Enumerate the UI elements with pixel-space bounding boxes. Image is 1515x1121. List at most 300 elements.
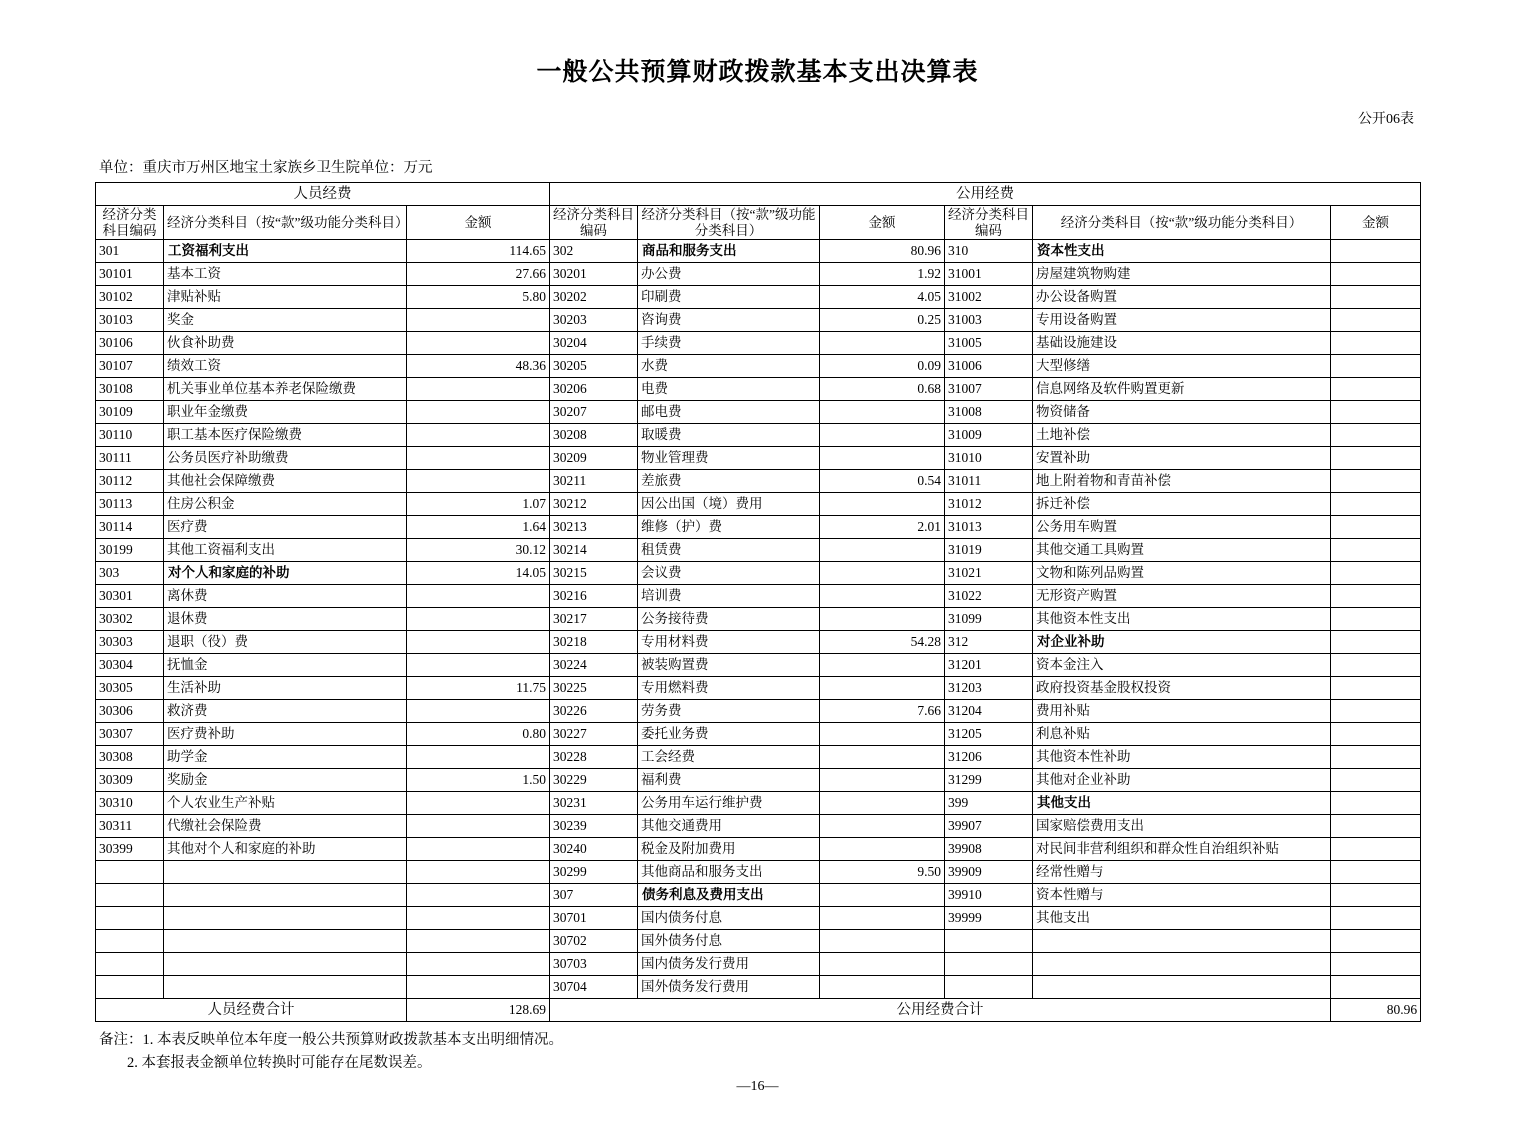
cell-amount-personnel bbox=[407, 953, 550, 976]
cell-amount-personnel: 1.64 bbox=[407, 516, 550, 539]
table-row bbox=[96, 424, 1421, 447]
cell-amount-personnel bbox=[407, 907, 550, 930]
cell-name-capital: 物资储备 bbox=[1033, 401, 1331, 424]
cell-code-capital: 39909 bbox=[945, 861, 1033, 884]
column-header-amount-3: 金额 bbox=[1331, 206, 1421, 240]
cell-code-goods: 30201 bbox=[550, 263, 638, 286]
cell-amount-goods: 0.68 bbox=[820, 378, 945, 401]
cell-amount-personnel: 11.75 bbox=[407, 677, 550, 700]
cell-name-capital: 公务用车购置 bbox=[1033, 516, 1331, 539]
cell-code-goods: 30224 bbox=[550, 654, 638, 677]
cell-code-goods: 30704 bbox=[550, 976, 638, 999]
cell-amount-personnel bbox=[407, 585, 550, 608]
cell-amount-goods: 80.96 bbox=[820, 240, 945, 263]
cell-name-capital: 费用补贴 bbox=[1033, 700, 1331, 723]
table-body bbox=[96, 240, 1421, 999]
table-row bbox=[96, 516, 1421, 539]
cell-code-personnel: 30304 bbox=[96, 654, 164, 677]
table-row bbox=[96, 539, 1421, 562]
cell-name-personnel: 抚恤金 bbox=[164, 654, 407, 677]
cell-amount-capital bbox=[1331, 286, 1421, 309]
cell-code-goods: 30227 bbox=[550, 723, 638, 746]
cell-name-capital: 安置补助 bbox=[1033, 447, 1331, 470]
cell-name-goods: 物业管理费 bbox=[638, 447, 820, 470]
cell-code-personnel: 30305 bbox=[96, 677, 164, 700]
cell-amount-capital bbox=[1331, 723, 1421, 746]
cell-amount-personnel bbox=[407, 608, 550, 631]
table-row bbox=[96, 930, 1421, 953]
cell-name-goods: 税金及附加费用 bbox=[638, 838, 820, 861]
cell-name-goods: 公务接待费 bbox=[638, 608, 820, 631]
cell-name-personnel bbox=[164, 930, 407, 953]
cell-amount-goods bbox=[820, 424, 945, 447]
cell-amount-goods bbox=[820, 907, 945, 930]
cell-amount-goods bbox=[820, 769, 945, 792]
cell-name-personnel: 职工基本医疗保险缴费 bbox=[164, 424, 407, 447]
cell-code-capital: 31002 bbox=[945, 286, 1033, 309]
cell-amount-personnel bbox=[407, 401, 550, 424]
cell-amount-goods bbox=[820, 585, 945, 608]
cell-code-goods: 30226 bbox=[550, 700, 638, 723]
cell-code-personnel: 30199 bbox=[96, 539, 164, 562]
cell-code-capital: 39910 bbox=[945, 884, 1033, 907]
cell-amount-personnel bbox=[407, 470, 550, 493]
cell-code-goods: 307 bbox=[550, 884, 638, 907]
table-row bbox=[96, 838, 1421, 861]
cell-name-personnel: 奖励金 bbox=[164, 769, 407, 792]
cell-name-personnel: 其他社会保障缴费 bbox=[164, 470, 407, 493]
cell-name-goods: 租赁费 bbox=[638, 539, 820, 562]
total-value-public: 80.96 bbox=[1331, 999, 1421, 1022]
cell-code-personnel: 30310 bbox=[96, 792, 164, 815]
cell-name-goods: 邮电费 bbox=[638, 401, 820, 424]
table-row bbox=[96, 815, 1421, 838]
cell-name-capital: 资本性赠与 bbox=[1033, 884, 1331, 907]
cell-name-capital: 文物和陈列品购置 bbox=[1033, 562, 1331, 585]
cell-amount-personnel: 1.50 bbox=[407, 769, 550, 792]
cell-amount-personnel bbox=[407, 700, 550, 723]
cell-code-goods: 30228 bbox=[550, 746, 638, 769]
table-row bbox=[96, 792, 1421, 815]
cell-amount-personnel: 27.66 bbox=[407, 263, 550, 286]
cell-amount-capital bbox=[1331, 562, 1421, 585]
cell-name-goods: 会议费 bbox=[638, 562, 820, 585]
cell-name-goods: 国外债务付息 bbox=[638, 930, 820, 953]
cell-name-capital: 专用设备购置 bbox=[1033, 309, 1331, 332]
group-header-public: 公用经费 bbox=[550, 183, 1421, 206]
cell-name-capital: 资本金注入 bbox=[1033, 654, 1331, 677]
cell-code-personnel: 303 bbox=[96, 562, 164, 585]
cell-amount-personnel bbox=[407, 424, 550, 447]
cell-name-personnel bbox=[164, 884, 407, 907]
table-row bbox=[96, 585, 1421, 608]
cell-name-personnel: 助学金 bbox=[164, 746, 407, 769]
cell-code-capital: 31201 bbox=[945, 654, 1033, 677]
cell-name-capital bbox=[1033, 953, 1331, 976]
cell-name-goods: 培训费 bbox=[638, 585, 820, 608]
cell-name-capital: 国家赔偿费用支出 bbox=[1033, 815, 1331, 838]
cell-name-goods: 差旅费 bbox=[638, 470, 820, 493]
cell-name-goods: 被装购置费 bbox=[638, 654, 820, 677]
cell-code-goods: 30299 bbox=[550, 861, 638, 884]
cell-amount-capital bbox=[1331, 263, 1421, 286]
cell-name-goods: 维修（护）费 bbox=[638, 516, 820, 539]
cell-name-capital: 土地补偿 bbox=[1033, 424, 1331, 447]
cell-amount-personnel bbox=[407, 654, 550, 677]
cell-amount-goods bbox=[820, 746, 945, 769]
cell-name-capital: 办公设备购置 bbox=[1033, 286, 1331, 309]
cell-code-capital: 31013 bbox=[945, 516, 1033, 539]
column-header-code-2: 经济分类科目编码 bbox=[550, 206, 638, 240]
note-line-2: 2. 本套报表金额单位转换时可能存在尾数误差。 bbox=[127, 1054, 432, 1071]
cell-amount-goods bbox=[820, 539, 945, 562]
cell-code-capital: 39908 bbox=[945, 838, 1033, 861]
cell-name-goods: 其他商品和服务支出 bbox=[638, 861, 820, 884]
cell-name-capital: 其他资本性支出 bbox=[1033, 608, 1331, 631]
table-total-row bbox=[96, 999, 1421, 1022]
cell-name-goods: 劳务费 bbox=[638, 700, 820, 723]
group-header-personnel: 人员经费 bbox=[96, 183, 550, 206]
cell-name-personnel bbox=[164, 953, 407, 976]
cell-name-personnel: 代缴社会保险费 bbox=[164, 815, 407, 838]
cell-code-capital: 31001 bbox=[945, 263, 1033, 286]
cell-code-goods: 30217 bbox=[550, 608, 638, 631]
cell-amount-goods: 54.28 bbox=[820, 631, 945, 654]
cell-name-goods: 电费 bbox=[638, 378, 820, 401]
cell-code-capital: 31003 bbox=[945, 309, 1033, 332]
cell-name-goods: 其他交通费用 bbox=[638, 815, 820, 838]
table-row bbox=[96, 608, 1421, 631]
cell-code-goods: 30203 bbox=[550, 309, 638, 332]
table-row bbox=[96, 447, 1421, 470]
table-row bbox=[96, 700, 1421, 723]
table-column-header-row bbox=[96, 206, 1421, 240]
cell-amount-capital bbox=[1331, 608, 1421, 631]
table-row bbox=[96, 677, 1421, 700]
cell-code-personnel: 30301 bbox=[96, 585, 164, 608]
cell-amount-personnel: 48.36 bbox=[407, 355, 550, 378]
cell-code-personnel: 30102 bbox=[96, 286, 164, 309]
cell-amount-capital bbox=[1331, 585, 1421, 608]
cell-amount-capital bbox=[1331, 746, 1421, 769]
cell-name-personnel: 机关事业单位基本养老保险缴费 bbox=[164, 378, 407, 401]
page-number: —16— bbox=[736, 1079, 779, 1094]
table-row bbox=[96, 953, 1421, 976]
column-header-code-3: 经济分类科目编码 bbox=[945, 206, 1033, 240]
cell-name-goods: 咨询费 bbox=[638, 309, 820, 332]
cell-amount-capital bbox=[1331, 493, 1421, 516]
cell-name-goods: 手续费 bbox=[638, 332, 820, 355]
cell-amount-personnel bbox=[407, 815, 550, 838]
cell-name-goods: 委托业务费 bbox=[638, 723, 820, 746]
cell-amount-personnel bbox=[407, 792, 550, 815]
cell-name-personnel: 职业年金缴费 bbox=[164, 401, 407, 424]
cell-amount-goods bbox=[820, 953, 945, 976]
cell-code-personnel: 30109 bbox=[96, 401, 164, 424]
cell-code-personnel: 30303 bbox=[96, 631, 164, 654]
cell-name-capital: 其他对企业补助 bbox=[1033, 769, 1331, 792]
total-label-personnel: 人员经费合计 bbox=[96, 999, 407, 1022]
cell-name-goods: 办公费 bbox=[638, 263, 820, 286]
cell-code-capital: 31299 bbox=[945, 769, 1033, 792]
cell-code-capital: 31005 bbox=[945, 332, 1033, 355]
cell-name-goods: 因公出国（境）费用 bbox=[638, 493, 820, 516]
cell-code-capital: 31011 bbox=[945, 470, 1033, 493]
cell-code-goods: 302 bbox=[550, 240, 638, 263]
cell-name-capital: 信息网络及软件购置更新 bbox=[1033, 378, 1331, 401]
table-row bbox=[96, 286, 1421, 309]
cell-amount-capital bbox=[1331, 355, 1421, 378]
form-number: 公开06表 bbox=[1358, 112, 1414, 127]
budget-table bbox=[95, 182, 1421, 1022]
cell-amount-goods: 4.05 bbox=[820, 286, 945, 309]
cell-amount-personnel: 0.80 bbox=[407, 723, 550, 746]
column-header-amount-1: 金额 bbox=[407, 206, 550, 240]
cell-code-capital: 399 bbox=[945, 792, 1033, 815]
cell-amount-capital bbox=[1331, 838, 1421, 861]
cell-name-goods: 专用材料费 bbox=[638, 631, 820, 654]
cell-code-goods: 30213 bbox=[550, 516, 638, 539]
cell-name-personnel: 奖金 bbox=[164, 309, 407, 332]
cell-name-goods: 商品和服务支出 bbox=[638, 240, 820, 263]
cell-amount-capital bbox=[1331, 631, 1421, 654]
cell-amount-capital bbox=[1331, 470, 1421, 493]
cell-name-capital: 其他支出 bbox=[1033, 907, 1331, 930]
cell-name-capital: 大型修缮 bbox=[1033, 355, 1331, 378]
cell-amount-personnel bbox=[407, 838, 550, 861]
cell-amount-goods bbox=[820, 792, 945, 815]
cell-code-goods: 30218 bbox=[550, 631, 638, 654]
cell-code-goods: 30231 bbox=[550, 792, 638, 815]
cell-code-goods: 30205 bbox=[550, 355, 638, 378]
cell-code-goods: 30225 bbox=[550, 677, 638, 700]
cell-code-personnel: 30311 bbox=[96, 815, 164, 838]
column-header-name-2: 经济分类科目（按“款”级功能分类科目） bbox=[638, 206, 820, 240]
cell-code-personnel: 30110 bbox=[96, 424, 164, 447]
cell-name-personnel: 公务员医疗补助缴费 bbox=[164, 447, 407, 470]
cell-amount-goods bbox=[820, 401, 945, 424]
cell-code-personnel: 30107 bbox=[96, 355, 164, 378]
table-row bbox=[96, 378, 1421, 401]
cell-name-capital: 其他支出 bbox=[1033, 792, 1331, 815]
cell-name-capital: 利息补贴 bbox=[1033, 723, 1331, 746]
table-row bbox=[96, 562, 1421, 585]
cell-code-personnel bbox=[96, 930, 164, 953]
cell-name-capital: 其他交通工具购置 bbox=[1033, 539, 1331, 562]
cell-code-personnel: 30302 bbox=[96, 608, 164, 631]
cell-code-goods: 30204 bbox=[550, 332, 638, 355]
document-page bbox=[0, 52, 1515, 1121]
table-row bbox=[96, 493, 1421, 516]
cell-name-personnel: 津贴补贴 bbox=[164, 286, 407, 309]
cell-code-goods: 30206 bbox=[550, 378, 638, 401]
cell-amount-goods bbox=[820, 493, 945, 516]
cell-amount-goods: 2.01 bbox=[820, 516, 945, 539]
cell-name-goods: 债务利息及费用支出 bbox=[638, 884, 820, 907]
cell-amount-goods bbox=[820, 930, 945, 953]
table-row bbox=[96, 355, 1421, 378]
cell-amount-personnel bbox=[407, 447, 550, 470]
cell-code-capital: 39999 bbox=[945, 907, 1033, 930]
cell-name-capital: 其他资本性补助 bbox=[1033, 746, 1331, 769]
cell-name-personnel: 绩效工资 bbox=[164, 355, 407, 378]
cell-amount-goods: 7.66 bbox=[820, 700, 945, 723]
cell-name-capital bbox=[1033, 976, 1331, 999]
cell-name-goods: 国内债务发行费用 bbox=[638, 953, 820, 976]
cell-code-personnel: 30309 bbox=[96, 769, 164, 792]
total-label-public: 公用经费合计 bbox=[550, 999, 1331, 1022]
cell-name-personnel: 住房公积金 bbox=[164, 493, 407, 516]
table-row bbox=[96, 240, 1421, 263]
cell-code-goods: 30703 bbox=[550, 953, 638, 976]
cell-code-capital: 310 bbox=[945, 240, 1033, 263]
cell-name-goods: 国外债务发行费用 bbox=[638, 976, 820, 999]
column-header-amount-2: 金额 bbox=[820, 206, 945, 240]
cell-amount-goods: 0.54 bbox=[820, 470, 945, 493]
cell-code-capital: 31006 bbox=[945, 355, 1033, 378]
cell-code-capital: 31205 bbox=[945, 723, 1033, 746]
note-line-1: 备注：1. 本表反映单位本年度一般公共预算财政拨款基本支出明细情况。 bbox=[99, 1032, 563, 1049]
cell-amount-capital bbox=[1331, 516, 1421, 539]
cell-amount-capital bbox=[1331, 332, 1421, 355]
cell-name-personnel: 救济费 bbox=[164, 700, 407, 723]
table-row bbox=[96, 723, 1421, 746]
cell-name-capital: 经常性赠与 bbox=[1033, 861, 1331, 884]
cell-name-capital bbox=[1033, 930, 1331, 953]
cell-code-capital bbox=[945, 953, 1033, 976]
cell-code-capital: 31009 bbox=[945, 424, 1033, 447]
cell-name-capital: 政府投资基金股权投资 bbox=[1033, 677, 1331, 700]
table-row bbox=[96, 332, 1421, 355]
cell-code-personnel: 301 bbox=[96, 240, 164, 263]
page-title: 一般公共预算财政拨款基本支出决算表 bbox=[536, 59, 979, 86]
table-row bbox=[96, 470, 1421, 493]
table-row bbox=[96, 401, 1421, 424]
cell-amount-personnel bbox=[407, 884, 550, 907]
cell-amount-personnel bbox=[407, 861, 550, 884]
cell-name-capital: 对民间非营利组织和群众性自治组织补贴 bbox=[1033, 838, 1331, 861]
cell-code-capital: 39907 bbox=[945, 815, 1033, 838]
cell-name-capital: 拆迁补偿 bbox=[1033, 493, 1331, 516]
cell-code-goods: 30207 bbox=[550, 401, 638, 424]
cell-code-capital: 312 bbox=[945, 631, 1033, 654]
cell-amount-personnel: 14.05 bbox=[407, 562, 550, 585]
cell-code-goods: 30240 bbox=[550, 838, 638, 861]
table-row bbox=[96, 769, 1421, 792]
cell-name-personnel: 工资福利支出 bbox=[164, 240, 407, 263]
cell-name-goods: 印刷费 bbox=[638, 286, 820, 309]
cell-amount-personnel: 114.65 bbox=[407, 240, 550, 263]
cell-amount-capital bbox=[1331, 700, 1421, 723]
table-group-header-row bbox=[96, 183, 1421, 206]
cell-amount-personnel bbox=[407, 332, 550, 355]
notes-block bbox=[95, 1029, 1420, 1074]
cell-code-personnel: 30308 bbox=[96, 746, 164, 769]
cell-amount-goods bbox=[820, 447, 945, 470]
cell-code-personnel: 30106 bbox=[96, 332, 164, 355]
cell-name-personnel: 其他对个人和家庭的补助 bbox=[164, 838, 407, 861]
cell-amount-capital bbox=[1331, 953, 1421, 976]
cell-code-capital: 31019 bbox=[945, 539, 1033, 562]
column-header-name-1: 经济分类科目（按“款”级功能分类科目） bbox=[164, 206, 407, 240]
cell-code-capital bbox=[945, 976, 1033, 999]
cell-amount-capital bbox=[1331, 930, 1421, 953]
cell-name-goods: 公务用车运行维护费 bbox=[638, 792, 820, 815]
column-header-code-1: 经济分类科目编码 bbox=[96, 206, 164, 240]
cell-code-capital: 31021 bbox=[945, 562, 1033, 585]
cell-amount-goods bbox=[820, 332, 945, 355]
cell-code-personnel bbox=[96, 907, 164, 930]
cell-amount-personnel: 30.12 bbox=[407, 539, 550, 562]
cell-amount-capital bbox=[1331, 769, 1421, 792]
cell-amount-capital bbox=[1331, 240, 1421, 263]
cell-code-capital: 31010 bbox=[945, 447, 1033, 470]
cell-code-goods: 30215 bbox=[550, 562, 638, 585]
cell-code-personnel bbox=[96, 884, 164, 907]
cell-amount-personnel bbox=[407, 930, 550, 953]
cell-code-personnel: 30114 bbox=[96, 516, 164, 539]
total-value-personnel: 128.69 bbox=[407, 999, 550, 1022]
cell-code-personnel: 30307 bbox=[96, 723, 164, 746]
cell-amount-capital bbox=[1331, 815, 1421, 838]
cell-amount-personnel bbox=[407, 309, 550, 332]
table-row bbox=[96, 654, 1421, 677]
cell-amount-goods bbox=[820, 976, 945, 999]
cell-code-personnel: 30103 bbox=[96, 309, 164, 332]
cell-code-capital: 31204 bbox=[945, 700, 1033, 723]
cell-code-personnel: 30111 bbox=[96, 447, 164, 470]
cell-code-personnel: 30399 bbox=[96, 838, 164, 861]
cell-code-capital: 31008 bbox=[945, 401, 1033, 424]
table-row bbox=[96, 861, 1421, 884]
cell-amount-capital bbox=[1331, 539, 1421, 562]
cell-amount-goods: 0.09 bbox=[820, 355, 945, 378]
cell-amount-capital bbox=[1331, 447, 1421, 470]
cell-name-goods: 取暖费 bbox=[638, 424, 820, 447]
table-row bbox=[96, 907, 1421, 930]
cell-name-capital: 地上附着物和青苗补偿 bbox=[1033, 470, 1331, 493]
cell-name-goods: 水费 bbox=[638, 355, 820, 378]
cell-code-personnel: 30306 bbox=[96, 700, 164, 723]
cell-name-goods: 工会经费 bbox=[638, 746, 820, 769]
cell-amount-personnel bbox=[407, 746, 550, 769]
cell-amount-capital bbox=[1331, 309, 1421, 332]
cell-code-goods: 30214 bbox=[550, 539, 638, 562]
cell-name-personnel: 退休费 bbox=[164, 608, 407, 631]
cell-amount-personnel bbox=[407, 378, 550, 401]
cell-amount-goods bbox=[820, 654, 945, 677]
cell-code-capital bbox=[945, 930, 1033, 953]
unit-line: 单位：重庆市万州区地宝土家族乡卫生院单位：万元 bbox=[99, 160, 433, 176]
cell-code-capital: 31007 bbox=[945, 378, 1033, 401]
cell-code-capital: 31022 bbox=[945, 585, 1033, 608]
cell-amount-capital bbox=[1331, 424, 1421, 447]
cell-amount-capital bbox=[1331, 401, 1421, 424]
table-row bbox=[96, 746, 1421, 769]
cell-name-personnel bbox=[164, 861, 407, 884]
cell-code-capital: 31099 bbox=[945, 608, 1033, 631]
cell-code-goods: 30216 bbox=[550, 585, 638, 608]
cell-name-personnel: 伙食补助费 bbox=[164, 332, 407, 355]
cell-name-personnel: 个人农业生产补贴 bbox=[164, 792, 407, 815]
cell-name-capital: 基础设施建设 bbox=[1033, 332, 1331, 355]
cell-code-goods: 30702 bbox=[550, 930, 638, 953]
cell-name-personnel: 其他工资福利支出 bbox=[164, 539, 407, 562]
table-row bbox=[96, 263, 1421, 286]
cell-code-personnel bbox=[96, 953, 164, 976]
cell-name-capital: 无形资产购置 bbox=[1033, 585, 1331, 608]
cell-amount-goods bbox=[820, 884, 945, 907]
